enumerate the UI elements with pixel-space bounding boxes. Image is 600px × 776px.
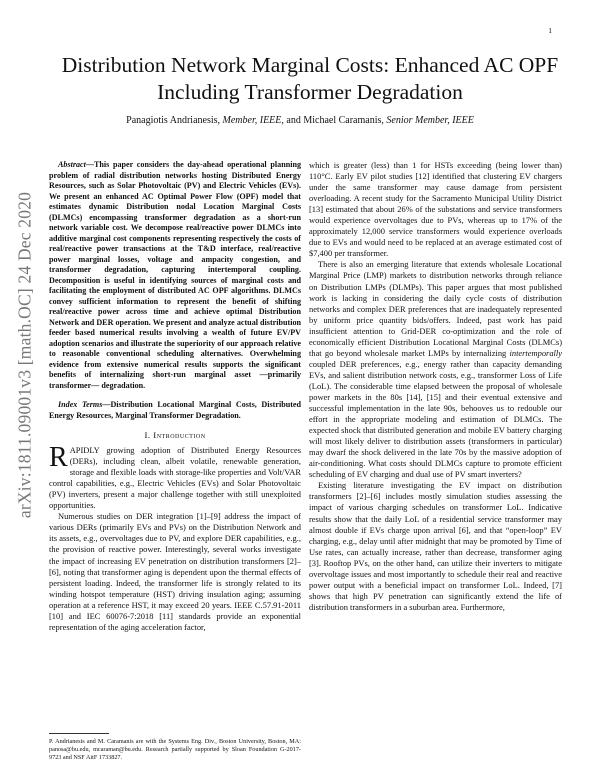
abstract bbox=[49, 160, 301, 391]
author-2-role: Senior Member, IEEE bbox=[386, 115, 474, 126]
footnote: P. Andrianesis and M. Caramanis are with the Systems Eng. Div., Boston University, Boston, MA: panosa@bu.edu, mcaraman@bu.edu. Research partially supported by Sloan Foundation G-2017-9723 and NSF AitF 1733827. bbox=[49, 738, 301, 761]
section-heading: I. Introduction bbox=[144, 430, 206, 440]
first-word: APIDLY bbox=[69, 445, 100, 456]
body-paragraph-2-text-b: coupled DER preferences, e.g., energy rather than capacity demanding EVs, and salient distribution network costs, e.g., transformer Loss of Life (LoL). The considerable time elapsed between the proposal of wholesale power markets in the 80s [14], [15] and their eventual extensive and successful implementation in the late 90s, behooves us to redouble our effort in the appropriate modeling and estimation of DLMCs. The expected shock that distributed generation and mobile EV battery charging will most likely deliver to distribution assets (transformers in particular) may dwarf the shock delivered in the late 70s by the massive adoption of air-conditioning. What costs should DLMCs capture to promote efficient scheduling of EV charging and dual use of PV smart inverters? bbox=[309, 358, 562, 480]
body-paragraph-2-text-a: There is also an emerging literature that extends wholesale Locational Marginal Price (LMP) markets to distribution networks through reliance on Distribution LMPs (DLMPs). This paper argues that most published work is lacking in considering the daily cycle costs of distribution networks and complex DER preferences that are inadequately represented by uniform price quantity bids/offers. Indeed, past work has paid insufficient attention to Grid-DER co-optimization and the role of economically efficient Distribution Locational Marginal Costs (DLMCs) that go beyond wholesale market LMPs by internalizing bbox=[309, 259, 562, 358]
author-1-role: Member, IEEE, bbox=[222, 115, 284, 126]
author-1-name: Panagiotis Andrianesis, bbox=[126, 115, 221, 126]
index-terms bbox=[49, 400, 301, 421]
body-paragraph-3: Existing literature investigating the EV impact on distribution transformers [2]–[6] includes mostly simulation studies assessing the impact of various charging schedules on transformer LoL. Indicative results show that the daily LoL of a residential service transformer may almost double if EVs charge upon arrival [6], and that “open-loop” EV charging, e.g., delay until after midnight that may be promoted by Time of Use rates, can actually increase, rather than decrease, transformer aging [3]. Rooftop PVs, on the other hand, can utilize their inverters to mitigate overvoltage issues and most importantly to schedule their real and reactive power output with a beneficial impact on transformer LoL. Indeed, [7] shows that high PV penetration can significantly extend the life of distribution transformers in a suburban area. Furthermore, bbox=[309, 480, 562, 612]
intro-paragraph-2: Numerous studies on DER integration [1]–[9] address the impact of various DERs (primarily EVs and PVs) on the Distribution Network and its assets, e.g., overvoltages due to PV, and explore DER capabilities, e.g., the provision of reactive power. Interestingly, several works investigate the impact of increasing EV penetration on distribution transformers [2]–[6], noting that transformer aging is dependent upon the thermal effects of persistent loading. Indeed, the transformer life is strongly related to its winding hotspot temperature (HST) driving insulation aging; assuming operation at a reference HST, it may exceed 20 years. IEEE C.57.91-2011 [10] and IEC 60076-7:2018 [11] standards provide an exponential representation of the aging acceleration factor, bbox=[49, 511, 301, 632]
right-column bbox=[309, 160, 562, 613]
index-terms-lead: Index Terms bbox=[58, 400, 103, 409]
paper-title: Distribution Network Marginal Costs: Enhanced AC OPF Including Transformer Degradation bbox=[61, 53, 559, 104]
author-line bbox=[40, 115, 560, 126]
footnote-rule bbox=[49, 733, 109, 734]
index-terms-text: —Distribution Locational Marginal Costs, Distributed Energy Resources, Marginal Transformer Degradation. bbox=[49, 400, 301, 420]
emphasis-intertemporally: intertemporally bbox=[509, 347, 562, 358]
arxiv-stamp: arXiv:1811.09001v3 [math.OC] 24 Dec 2020 bbox=[14, 191, 35, 519]
body-paragraph-1: which is greater (less) than 1 for HSTs exceeding (being lower than) 110°C. Early EV pilot studies [12] identified that clustering EV chargers under the same transformer may cause damage from persistent overloading. A recent study for the Sacramento Municipal Utility District [13] estimated that about 26% of the substations and service transformers would experience overvoltages due to PVs, whereas up to 17% of the approximately 12,000 service transformers would experience overloads due to EVs and would need to be replaced at an average estimated cost of $7,400 per transformer. bbox=[309, 160, 562, 259]
left-column bbox=[49, 160, 301, 633]
author-2-name: and Michael Caramanis, bbox=[286, 115, 384, 126]
intro-text-1: growing adoption of Distributed Energy Resources (DERs), including clean, albeit volatile, renewable generation, storage and flexible loads with storage-like properties and Volt/VAR control capabilities, e.g., Electric Vehicles (EVs) and Solar Photovoltaic (PV) inverters, present a major challenge together with still unexploited opportunities. bbox=[49, 445, 301, 511]
abstract-text: —This paper considers the day-ahead operational planning problem of radial distribution networks hosting Distributed Energy Resources, such as Solar Photovoltaic (PV) and Electric Vehicles (EVs). We present an enhanced AC Optimal Power Flow (OPF) model that estimates dynamic Distribution nodal Location Marginal Costs (DLMCs) encompassing transformer degradation as a short-run network variable cost. We decompose real/reactive power DLMCs into additive marginal cost components representing respectively the costs of real/reactive power transactions at the T&D interface, real/reactive power marginal losses, voltage and ampacity congestion, and transformer degradation, capturing intertemporal coupling. Decomposition is useful in identifying sources of marginal costs and facilitating the employment of distributed AC OPF algorithms. DLMCs convey sufficient information to represent the benefit of shifting real/reactive power across time and achieve optimal Distribution Network and DER operation. We present and analyze actual distribution feeder based numerical results involving a wealth of future EV/PV adoption scenarios and illustrate the superiority of our approach relative to reasonable conventional scheduling alternatives. Overwhelming evidence from extensive numerical results supports the significant benefits of internalizing short-run marginal asset —primarily transformer— degradation. bbox=[49, 160, 301, 390]
abstract-lead: Abstract bbox=[58, 160, 86, 169]
drop-cap: R bbox=[49, 442, 68, 474]
body-paragraph-2 bbox=[309, 259, 562, 480]
page-number: 1 bbox=[548, 26, 552, 35]
intro-paragraph-1 bbox=[49, 442, 301, 511]
